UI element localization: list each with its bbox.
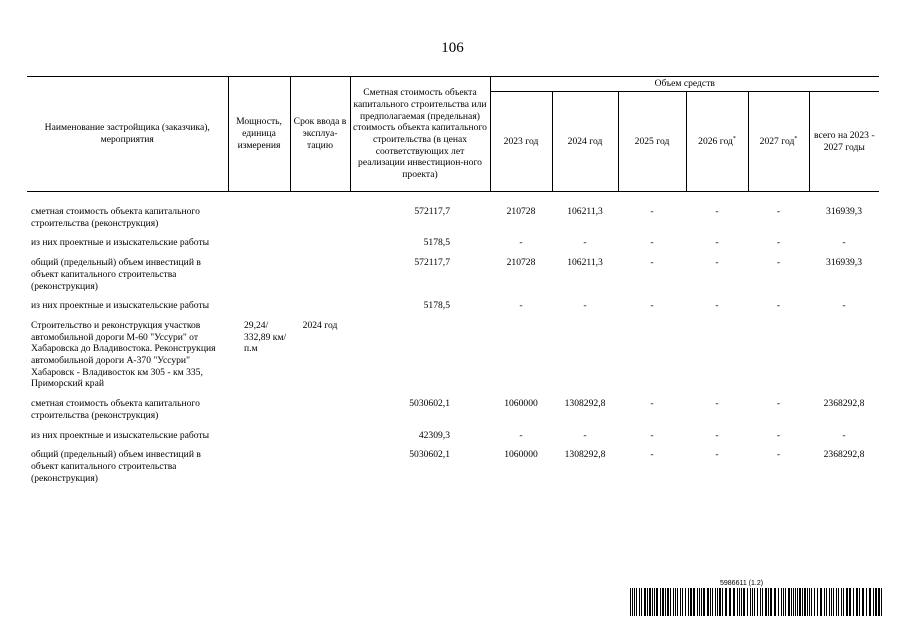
row-cost: 42309,3 — [418, 429, 450, 441]
footnote-mark: * — [732, 135, 736, 142]
header-name: Наименование застройщика (заказчика), мероприятия — [27, 77, 228, 192]
row-2023: 1060000 — [504, 398, 538, 410]
row-2024: 1308292,8 — [564, 449, 606, 461]
row-2023: 210728 — [506, 257, 536, 269]
row-2024: - — [583, 429, 587, 441]
row-cost: 5030602,1 — [409, 449, 450, 461]
row-2026: - — [715, 257, 719, 269]
table-row — [27, 398, 879, 429]
row-2024: - — [583, 237, 587, 249]
header-year-2023: 2023 год — [490, 92, 552, 192]
investment-table — [27, 76, 879, 492]
row-2024: - — [583, 300, 587, 312]
row-2025: - — [650, 449, 654, 461]
row-2027: - — [776, 206, 781, 217]
header-volume: Объем средств — [490, 77, 879, 92]
row-term: 2024 год — [302, 319, 338, 331]
footnote-mark: * — [794, 135, 798, 142]
row-name: из них проектные и изыскательские работы — [31, 429, 210, 441]
barcode-label: 5986611 (1.2) — [720, 580, 764, 587]
row-cost: 5178,5 — [423, 300, 450, 312]
header-capacity: Мощность, единица измерения — [228, 77, 290, 192]
row-2026: - — [715, 429, 719, 441]
row-term — [290, 192, 350, 238]
row-total — [809, 320, 879, 398]
row-2027 — [748, 320, 809, 398]
row-2026: - — [715, 300, 719, 312]
row-capacity — [228, 430, 290, 450]
table-row — [27, 237, 879, 257]
row-capacity — [228, 300, 290, 320]
row-name: общий (предельный) объем инвестиций в объект капитального строительства (реконструкция) — [31, 449, 201, 484]
row-name: из них проектные и изыскательские работы — [31, 300, 210, 312]
row-total: 2368292,8 — [823, 398, 865, 410]
row-2023: - — [519, 237, 523, 249]
row-2023: 210728 — [506, 206, 536, 217]
row-2025 — [618, 320, 686, 398]
row-2024 — [552, 320, 618, 398]
header-year-2026: 2026 год* — [686, 92, 748, 192]
row-capacity — [228, 237, 290, 257]
row-2026: - — [715, 237, 719, 249]
row-2027: - — [776, 257, 781, 269]
header-year-2027: 2027 год* — [748, 92, 809, 192]
header-year-2025: 2025 год — [618, 92, 686, 192]
header-year-2024: 2024 год — [552, 92, 618, 192]
table-row — [27, 320, 879, 398]
row-2024: 106211,3 — [567, 206, 603, 217]
row-2026: - — [715, 398, 719, 410]
row-name: из них проектные и изыскательские работы — [31, 237, 210, 249]
table-row — [27, 300, 879, 320]
row-term — [290, 237, 350, 257]
row-name: Строительство и реконструкция участков автомобильной дороги М-60 "Уссури" от Хабаровска до Владивостока. Реконструкция автомобильной дороги А-370 "Уссури" Хабаровск - Владивосток км 305 - км 335, Приморский край — [31, 319, 216, 390]
row-cost: 5178,5 — [423, 237, 450, 249]
row-cost: 5030602,1 — [409, 398, 450, 410]
row-capacity — [228, 449, 290, 492]
row-2027: - — [776, 449, 781, 461]
row-2027: - — [776, 398, 781, 410]
row-2025: - — [650, 237, 654, 249]
header-total: всего на 2023 - 2027 годы — [809, 92, 879, 192]
row-total: - — [842, 429, 846, 441]
row-name: общий (предельный) объем инвестиций в объект капитального строительства (реконструкция) — [31, 257, 201, 292]
row-2024: 106211,3 — [567, 257, 603, 269]
row-term — [290, 300, 350, 320]
row-name: сметная стоимость объекта капитального строительства (реконструкция) — [31, 206, 200, 229]
row-capacity — [228, 257, 290, 300]
row-2023: - — [519, 429, 523, 441]
row-total: - — [842, 237, 846, 249]
row-2023 — [490, 320, 552, 398]
row-2025: - — [650, 257, 654, 269]
row-2027: - — [776, 237, 781, 249]
row-cost: 572117,7 — [414, 206, 450, 217]
row-2025: - — [650, 206, 654, 217]
row-term — [290, 430, 350, 450]
table-row — [27, 192, 879, 238]
row-capacity: 29,24/ 332,89 км/п.м — [244, 319, 287, 355]
row-cost: 572117,7 — [414, 257, 450, 269]
row-2023: - — [519, 300, 523, 312]
row-2026: - — [715, 206, 719, 217]
table-row — [27, 257, 879, 300]
row-term — [290, 257, 350, 300]
row-name: сметная стоимость объекта капитального строительства (реконструкция) — [31, 398, 200, 421]
row-2027: - — [776, 429, 781, 441]
table-row — [27, 449, 879, 492]
barcode-icon — [630, 588, 882, 616]
row-2026 — [686, 320, 748, 398]
row-capacity — [228, 398, 290, 429]
page-number: 106 — [441, 40, 464, 56]
row-2027: - — [776, 300, 781, 312]
row-cost — [350, 320, 490, 398]
row-2025: - — [650, 398, 654, 410]
row-term — [290, 398, 350, 429]
row-2026: - — [715, 449, 719, 461]
table-row — [27, 430, 879, 450]
row-2025: - — [650, 429, 654, 441]
row-capacity — [228, 192, 290, 238]
row-total: 316939,3 — [826, 257, 862, 269]
row-total: 2368292,8 — [823, 449, 865, 461]
header-cost: Сметная стоимость объекта капитального строительства или предполагаемая (предельная) стоимость объекта капитального строительства (в ценах соответствующих лет реализации инвестицион-ного проекта) — [350, 77, 490, 192]
row-total: - — [842, 300, 846, 312]
row-term — [290, 449, 350, 492]
row-2024: 1308292,8 — [564, 398, 606, 410]
row-total: 316939,3 — [826, 206, 862, 217]
row-2023: 1060000 — [504, 449, 538, 461]
header-term: Срок ввода в эксплуа-тацию — [290, 77, 350, 192]
row-2025: - — [650, 300, 654, 312]
